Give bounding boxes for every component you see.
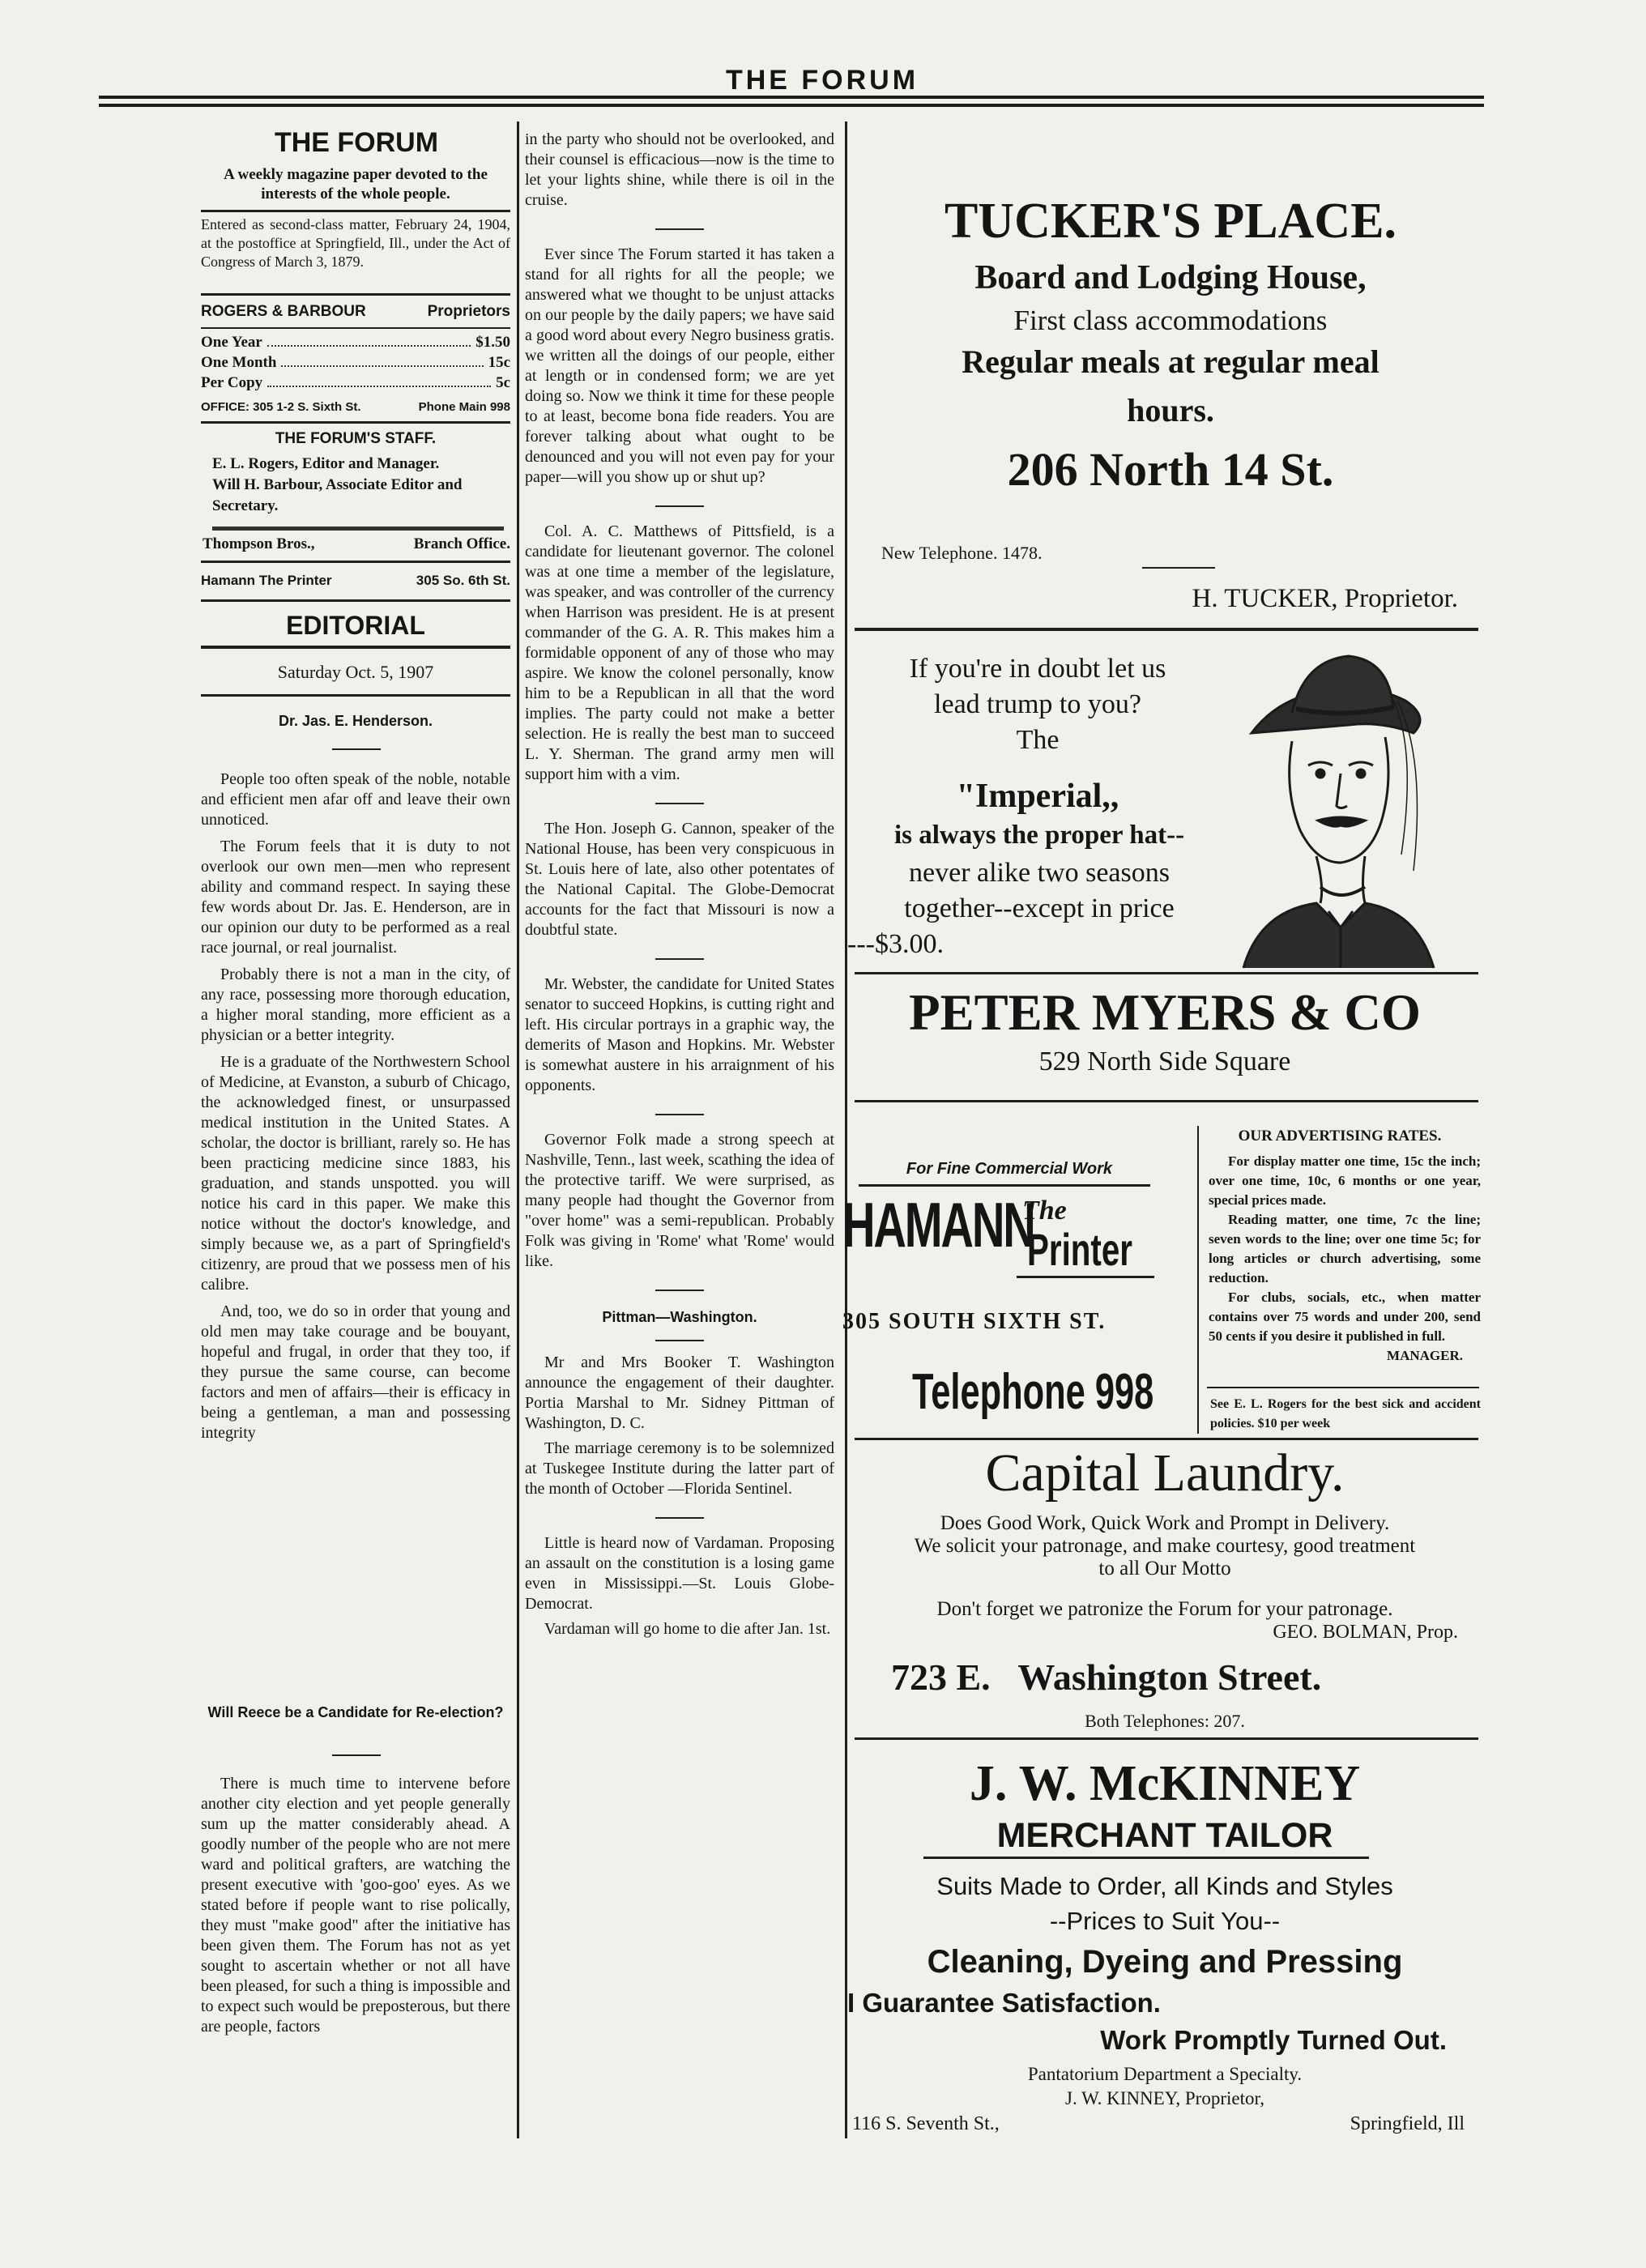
laundry-address: 723 E. Washington Street.: [891, 1656, 1322, 1698]
adrates-rule: [1207, 1387, 1479, 1388]
hat-man-illustration: [1227, 644, 1438, 968]
imperial-line-4: is always the proper hat--: [893, 821, 1185, 850]
article-paragraph: Little is heard now of Vardaman. Proposing an assault on the constitution is a losing game even in Mississippi.—St. Louis Globe-Democrat.: [525, 1534, 834, 1613]
rate-value: $1.50: [475, 334, 510, 351]
adrates-paragraph: For clubs, socials, etc., when matter contains over 75 words and under 200, send 50 cents if you desire it published in full.: [1209, 1290, 1481, 1344]
myers-address: 529 North Side Square: [1038, 1047, 1291, 1076]
short-rule: [655, 1290, 704, 1291]
laundry-phones: Both Telephones: 207.: [1085, 1711, 1245, 1731]
tucker-phone: New Telephone. 1478.: [881, 543, 1043, 563]
article-paragraph: Probably there is not a man in the city, of any race, possessing more thorough education, a higher moral standing, more efficient as a physician or a better integrity.: [201, 966, 510, 1044]
short-rule: [332, 748, 381, 750]
masthead-rule-1: [201, 210, 510, 212]
imperial-line-2: lead trump to you?: [934, 689, 1141, 719]
article-paragraph: in the party who should not be overlooked, and their counsel is efficacious—now is the time to let your lights shine, while there is oil in the cruise.: [525, 130, 834, 209]
staff-line-1: E. L. Rogers, Editor and Manager.: [212, 455, 440, 472]
masthead-title-text: THE FORUM: [274, 127, 439, 158]
adrates-body: [1209, 1152, 1481, 1382]
mckinney-rule: [923, 1857, 1369, 1859]
hamann-the: The: [1022, 1196, 1067, 1226]
tucker-line-3: Regular meals at regular meal: [962, 343, 1379, 380]
article-paragraph: The marriage ceremony is to be solemnized at Tuskegee Institute during the latter part of the month of October —Florida Sentinel.: [525, 1439, 834, 1498]
staff-line-2: Will H. Barbour, Associate Editor and Secretary.: [212, 476, 463, 514]
mckinney-name: J. W. McKINNEY: [969, 1756, 1361, 1811]
editorial-heading: EDITORIAL: [286, 611, 425, 640]
hamann-tagline: For Fine Commercial Work: [906, 1160, 1113, 1178]
myers-name: PETER MYERS & CO: [909, 984, 1421, 1041]
rate-row: [201, 332, 510, 352]
mckinney-trade: MERCHANT TAILOR: [996, 1816, 1333, 1855]
mckinney-line-4: I Guarantee Satisfaction.: [847, 1988, 1161, 2018]
tucker-short-rule: [1142, 567, 1215, 569]
header-rule-2: [99, 104, 1484, 107]
ad-rule: [855, 628, 1478, 631]
rate-row: [201, 352, 510, 373]
article-paragraph: And, too, we do so in order that young and old men may take courage and be bouyant, hopeful and frugal, in order that they too, if they pursue the same course, can become factors and men of affairs—their is efficacy in being a gentleman, a man and possessing integrity: [201, 1302, 510, 1442]
adrates-paragraph: For display matter one time, 15c the inch; over one time, 10c, 6 months or one year, special prices made.: [1209, 1153, 1481, 1208]
mckinney-line-3: Cleaning, Dyeing and Pressing: [927, 1944, 1403, 1980]
laundry-name: Capital Laundry.: [985, 1443, 1345, 1503]
mckinney-line-6: Pantatorium Department a Specialty.: [1027, 2064, 1303, 2084]
rate-row: [201, 373, 510, 393]
article-paragraph: The Forum feels that it is duty to not overlook our own men—men who represent ability and command respect. In saying these few words about Dr. Jas. E. Henderson, are in our opinion our duty to be performed as a real race journal, or real journalist.: [201, 838, 510, 957]
tucker-line-1: Board and Lodging House,: [974, 259, 1367, 296]
masthead-rule-5: [201, 561, 510, 563]
column-rule-1: [517, 122, 519, 2138]
tucker-address: 206 North 14 St.: [1007, 443, 1334, 496]
article-paragraph: Col. A. C. Matthews of Pittsfield, is a candidate for lieutenant governor. The colonel was at one time a member of the legislature, was speaker, and was controller of the currency when Harrison was president. He is at present commander of the G. A. R. This makes him a formidable opponent of any of those who may aspire. We know the colonel personally, know him to be a Republican in all that the word implies. The party could not make a better selection. He is really the best man to succeed L. Y. Sherman. The grand army men will support him with a vim.: [525, 522, 834, 783]
adrates-heading: OUR ADVERTISING RATES.: [1238, 1128, 1442, 1145]
hamann-name: HAMANN: [842, 1189, 1034, 1260]
laundry-line-2: We solicit your patronage, and make courtesy, good treatment: [914, 1535, 1416, 1557]
mckinney-address: 116 S. Seventh St.,: [852, 2113, 1000, 2134]
short-rule: [332, 1754, 381, 1756]
editorial-rule: [201, 646, 510, 649]
adrates-paragraph: Reading matter, one time, 7c the line; seven words to the line; over one time 5c; for long articles or church advertising, some reduction.: [1209, 1212, 1481, 1285]
laundry-line-3: to all Our Motto: [1098, 1558, 1231, 1580]
hamann-printer: Printer: [1027, 1224, 1132, 1275]
proprietors-line: [201, 300, 510, 324]
ad-divider: [1197, 1126, 1199, 1434]
rate-label: One Year: [201, 334, 262, 351]
ad-rule: [855, 1737, 1478, 1740]
imperial-line-3: The: [1016, 725, 1060, 755]
imperial-line-6: together--except in price: [904, 893, 1175, 923]
printer-name: Hamann The Printer: [201, 573, 332, 588]
reece-article: [201, 1774, 510, 2138]
subscription-rates: [201, 332, 510, 394]
mckinney-line-7: J. W. KINNEY, Proprietor,: [1065, 2088, 1264, 2108]
short-rule: [655, 1517, 704, 1519]
laundry-prop: GEO. BOLMAN, Prop.: [1273, 1622, 1458, 1643]
printer-address: 305 So. 6th St.: [416, 573, 510, 588]
hamann-rule-2: [1017, 1276, 1154, 1278]
short-rule: [655, 803, 704, 804]
column-2: [525, 130, 834, 2138]
rate-value: 5c: [496, 374, 510, 391]
article-paragraph: People too often speak of the noble, notable and efficient men afar off and leave their own unnoticed.: [201, 770, 510, 829]
adrates-manager: MANAGER.: [1387, 1348, 1463, 1363]
hamann-address: 305 SOUTH SIXTH ST.: [842, 1309, 1107, 1334]
adrates-note: See E. L. Rogers for the best sick and accident policies. $10 per week: [1210, 1397, 1481, 1430]
tucker-line-2: First class accommodations: [1013, 305, 1328, 336]
masthead-rule-4: [201, 421, 510, 424]
branch-name: Thompson Bros.,: [203, 535, 315, 552]
reece-title: Will Reece be a Candidate for Re-election?: [207, 1704, 504, 1720]
masthead-rule-3: [201, 327, 510, 329]
masthead-rule-2: [201, 293, 510, 296]
short-rule: [655, 958, 704, 960]
dateline-rule: [201, 694, 510, 697]
article-paragraph: Ever since The Forum started it has taken a stand for all rights for all the people; we answered what we thought to be unjust attacks on our people by the daily papers; we have said a good word about every Negro business gratis. we written all the doings of our people, either at length or in condensed form; we are yet doing so. Now we think it time for these people to at least, become bona fide readers. You are forever talking about what ought to be denounced and you will not even pay for your paper—will you show up or shut up?: [525, 245, 834, 486]
rate-value: 15c: [488, 354, 510, 371]
article-paragraph: He is a graduate of the Northwestern School of Medicine, at Evanston, a suburb of Chicago, the acknowledged finest, or unsurpassed medical institution in the United States. A scholar, the doctor is brilliant, rarely so. He has been practicing medicine since 1883, his graduation, and stands unspotted. you will notice his card in this paper. We make this notice without the doctor's knowledge, and simply because we, as a part of Springfield's citizenry, are proud that we possess men of his calibre.: [201, 1053, 510, 1294]
article-paragraph: Mr and Mrs Booker T. Washington announce the engagement of their daughter. Portia Marshal to Mr. Sidney Pittman of Washington, D. C.: [525, 1354, 834, 1432]
staff-heading: THE FORUM'S STAFF.: [275, 430, 437, 447]
short-rule: [655, 1340, 704, 1341]
laundry-line-1: Does Good Work, Quick Work and Prompt in Delivery.: [940, 1512, 1390, 1534]
proprietors-label: Proprietors: [427, 303, 510, 320]
running-title: THE FORUM: [725, 65, 919, 96]
masthead-rule-6: [201, 599, 510, 602]
imperial-line-1: If you're in doubt let us: [909, 654, 1166, 684]
masthead-entry-note: Entered as second-class matter, February 24, 1904, at the postoffice at Springfield, Ill., under the Act of Congress of March 3, 1879.: [201, 216, 510, 270]
article-paragraph: Vardaman will go home to die after Jan. 1st.: [544, 1620, 831, 1638]
short-rule: [655, 228, 704, 230]
mckinney-line-5: Work Promptly Turned Out.: [1100, 2025, 1447, 2055]
laundry-line-4: Don't forget we patronize the Forum for your patronage.: [936, 1598, 1393, 1620]
rate-label: Per Copy: [201, 374, 263, 391]
mckinney-city: Springfield, Ill: [1350, 2113, 1465, 2134]
office-line: [201, 397, 510, 418]
branch-line: [203, 533, 510, 556]
imperial-line-5: never alike two seasons: [909, 858, 1170, 888]
office-phone: Phone Main 998: [418, 400, 510, 414]
dateline: Saturday Oct. 5, 1907: [277, 662, 434, 682]
pittman-title: Pittman—Washington.: [602, 1309, 757, 1325]
article-paragraph: Mr. Webster, the candidate for United States senator to succeed Hopkins, is cutting right and left. His circular portrays in a graphic way, the demerits of Mason and Hopkins. Mr. Webster is somewhat austere in his arraignment of his opponents.: [525, 975, 834, 1094]
tucker-proprietor: H. TUCKER, Proprietor.: [1192, 584, 1458, 613]
hamann-phone: Telephone 998: [912, 1364, 1154, 1420]
tucker-line-4: hours.: [1127, 392, 1214, 428]
henderson-article: [201, 770, 510, 1660]
article-paragraph: There is much time to intervene before another city election and yet people generally sum up the matter considerably ahead. A goodly number of the people who are not mere ward and political grafters, are watching the present executive with 'goo-goo' eyes. As we stated before if people want to rise polically, they must "make good" after the initiative has been given them. The Forum has not as yet sought to ascertain whether or not all have been pleased, for such a thing is impossible and to expect such would be preposterous, but there are people, factors: [201, 1775, 510, 2036]
masthead-title: [203, 123, 510, 162]
tucker-name: TUCKER'S PLACE.: [944, 194, 1397, 249]
imperial-line-7: ---$3.00.: [847, 929, 944, 959]
short-rule: [655, 1114, 704, 1115]
proprietors-name: ROGERS & BARBOUR: [201, 303, 366, 320]
article-paragraph: Governor Folk made a strong speech at Nashville, Tenn., last week, scathing the idea of the protective tariff. We were surprised, as many people had thought the Governor from "over home" was a semi-republican. Probably Folk was giving in 'Rome' what 'Rome' would like.: [525, 1131, 835, 1270]
ad-rule: [855, 972, 1478, 974]
henderson-title: Dr. Jas. E. Henderson.: [278, 713, 433, 729]
masthead-tagline: A weekly magazine paper devoted to the interests of the whole people.: [224, 166, 488, 202]
mckinney-line-2: --Prices to Suit You--: [1049, 1907, 1281, 1935]
mckinney-line-1: Suits Made to Order, all Kinds and Styles: [936, 1872, 1393, 1900]
mckinney-footer: [852, 2109, 1465, 2138]
article-paragraph: The Hon. Joseph G. Cannon, speaker of the National House, has been very conspicuous in St. Louis here of late, also other potentates of the National Capital. The Globe-Democrat accounts for the fact that Missouri is now a doubtful state.: [525, 820, 834, 939]
man-in-hat-icon: [1227, 644, 1438, 968]
imperial-name: "Imperial,,: [956, 778, 1119, 815]
office-address: OFFICE: 305 1-2 S. Sixth St.: [201, 400, 361, 414]
short-rule: [655, 505, 704, 507]
rate-label: One Month: [201, 354, 277, 371]
printer-line: [201, 569, 510, 593]
branch-label: Branch Office.: [413, 535, 510, 552]
ad-rule: [855, 1100, 1478, 1102]
